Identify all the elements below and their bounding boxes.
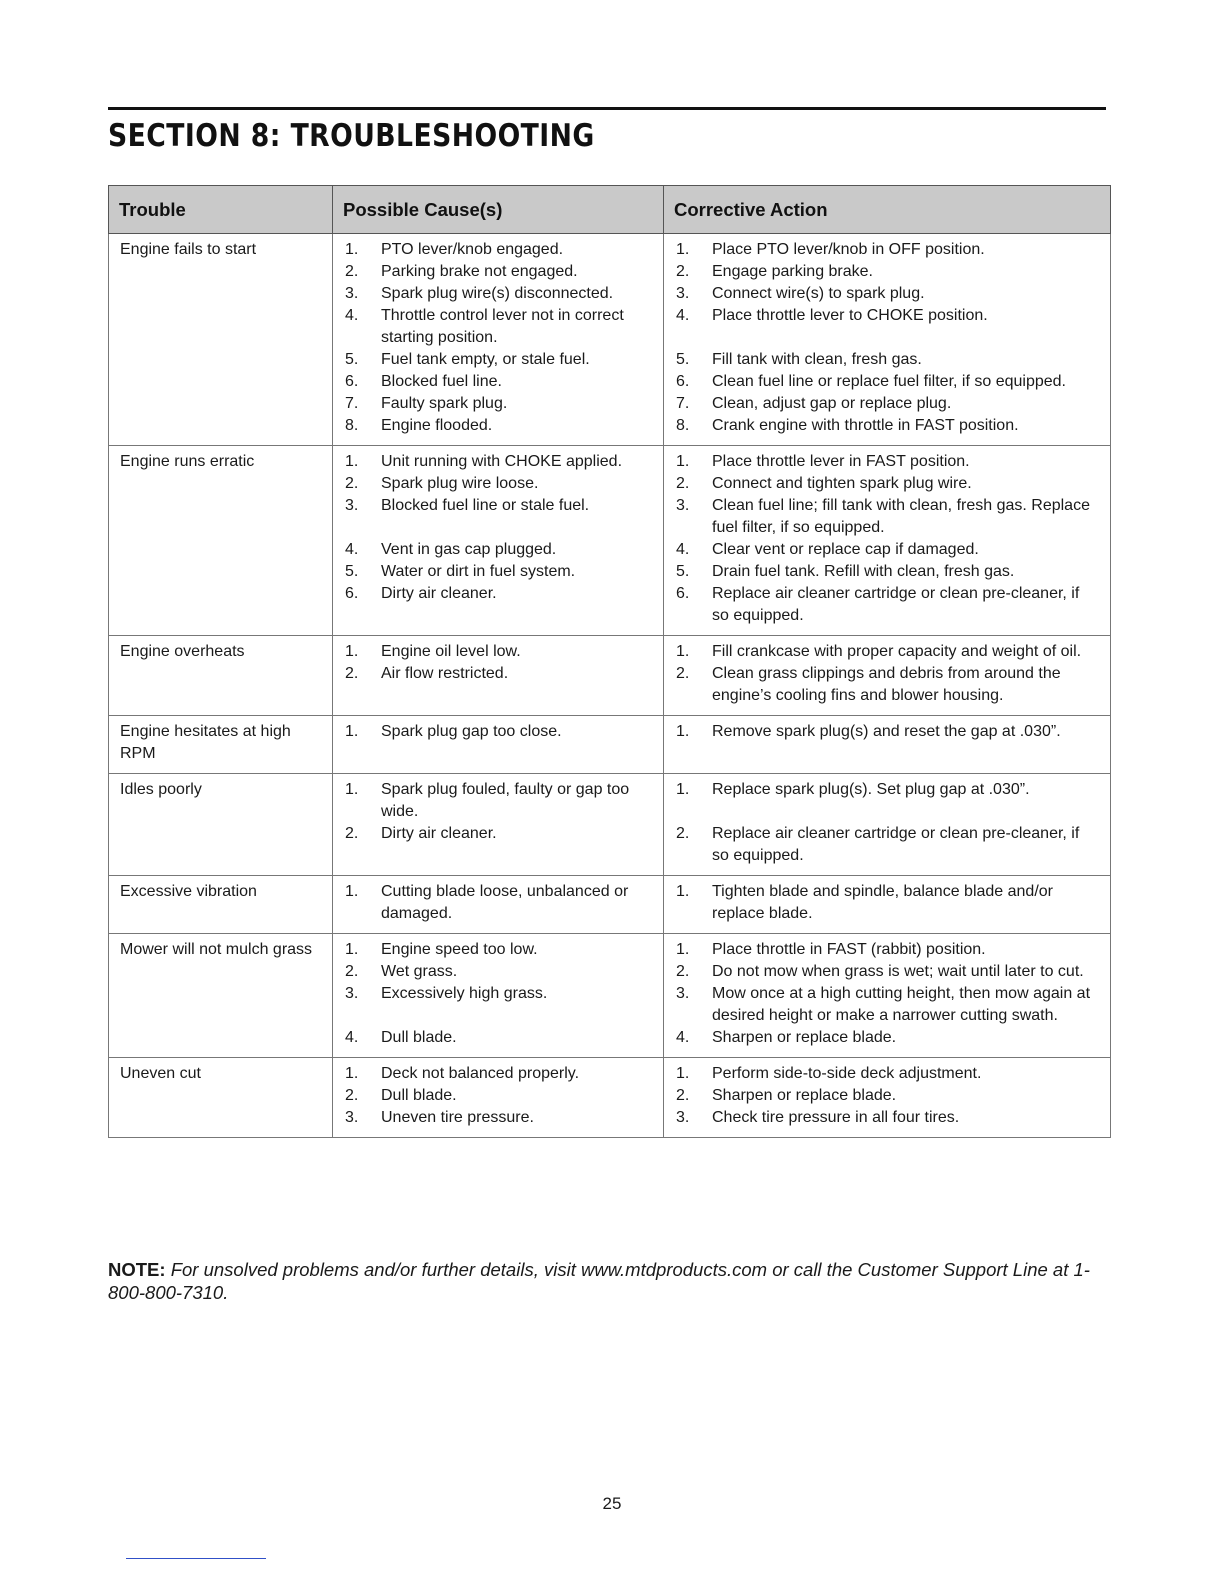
footer-rule: [126, 1558, 266, 1559]
action-number: 3.: [676, 497, 690, 514]
actions-cell: [664, 234, 1111, 446]
trouble-cell: Excessive vibration: [109, 876, 333, 934]
action-text: Clean, adjust gap or replace plug.: [712, 395, 952, 412]
cause-text: Unit running with CHOKE applied.: [381, 453, 623, 470]
action-text: Clear vent or replace cap if damaged.: [712, 541, 979, 558]
cause-number: 2.: [345, 475, 359, 492]
action-item: [674, 371, 1100, 393]
table-row: [109, 716, 1111, 774]
action-text: Connect wire(s) to spark plug.: [712, 285, 925, 302]
action-number: 2.: [676, 475, 690, 492]
action-number: 1.: [676, 241, 690, 258]
cause-item: [343, 539, 653, 561]
cause-number: 2.: [345, 1087, 359, 1104]
cause-text: Engine oil level low.: [381, 643, 521, 660]
table-row: [109, 234, 1111, 446]
cause-item: [343, 721, 653, 743]
cause-item: [343, 641, 653, 663]
action-text: Check tire pressure in all four tires.: [712, 1109, 960, 1126]
trouble-cell: Uneven cut: [109, 1058, 333, 1138]
action-item: [674, 539, 1100, 561]
cause-text: Dull blade.: [381, 1087, 457, 1104]
trouble-cell: Engine overheats: [109, 636, 333, 716]
action-text: Fill crankcase with proper capacity and weight of oil.: [712, 643, 1082, 660]
header-corrective-action: Corrective Action: [664, 186, 1111, 234]
cause-number: 4.: [345, 541, 359, 558]
cause-number: 3.: [345, 985, 359, 1002]
cause-text: Blocked fuel line.: [381, 373, 502, 390]
trouble-cell: Engine fails to start: [109, 234, 333, 446]
cause-number: 1.: [345, 883, 359, 900]
action-number: 2.: [676, 963, 690, 980]
cause-item: [343, 349, 653, 371]
cause-number: 1.: [345, 453, 359, 470]
cause-text: Engine speed too low.: [381, 941, 538, 958]
action-item: [674, 663, 1100, 707]
action-text: Replace air cleaner cartridge or clean pre-cleaner, if so equipped.: [712, 825, 1080, 864]
note-label: NOTE:: [108, 1259, 166, 1280]
table-row: [109, 876, 1111, 934]
cause-number: 3.: [345, 497, 359, 514]
action-number: 1.: [676, 723, 690, 740]
actions-cell: [664, 716, 1111, 774]
causes-cell: [333, 876, 664, 934]
action-number: 5.: [676, 351, 690, 368]
cause-text: Engine flooded.: [381, 417, 493, 434]
cause-text: Vent in gas cap plugged.: [381, 541, 557, 558]
action-text: Place throttle in FAST (rabbit) position.: [712, 941, 986, 958]
action-text: Place PTO lever/knob in OFF position.: [712, 241, 985, 258]
cause-item: [343, 1063, 653, 1085]
action-text: Crank engine with throttle in FAST position.: [712, 417, 1019, 434]
cause-text: Fuel tank empty, or stale fuel.: [381, 351, 590, 368]
action-text: Place throttle lever in FAST position.: [712, 453, 970, 470]
action-text: Place throttle lever to CHOKE position.: [712, 307, 988, 324]
actions-cell: [664, 1058, 1111, 1138]
cause-item: [343, 239, 653, 261]
support-note: [108, 1258, 1108, 1304]
trouble-cell: Engine hesitates at high RPM: [109, 716, 333, 774]
action-text: Fill tank with clean, fresh gas.: [712, 351, 922, 368]
action-number: 3.: [676, 285, 690, 302]
trouble-cell: Engine runs erratic: [109, 446, 333, 636]
cause-item: [343, 881, 653, 925]
action-text: Clean grass clippings and debris from around the engine’s cooling fins and blower housing.: [712, 665, 1061, 704]
cause-text: Air flow restricted.: [381, 665, 509, 682]
causes-cell: [333, 636, 664, 716]
cause-text: Cutting blade loose, unbalanced or damaged.: [381, 883, 629, 922]
cause-number: 1.: [345, 941, 359, 958]
action-text: Engage parking brake.: [712, 263, 873, 280]
action-text: Connect and tighten spark plug wire.: [712, 475, 972, 492]
action-item: [674, 881, 1100, 925]
cause-number: 2.: [345, 263, 359, 280]
cause-text: Spark plug fouled, faulty or gap too wide.: [381, 781, 630, 820]
cause-text: Water or dirt in fuel system.: [381, 563, 576, 580]
cause-number: 7.: [345, 395, 359, 412]
cause-number: 5.: [345, 563, 359, 580]
top-rule: [108, 107, 1106, 110]
causes-cell: [333, 446, 664, 636]
cause-item: [343, 371, 653, 393]
cause-text: Parking brake not engaged.: [381, 263, 578, 280]
cause-number: 2.: [345, 963, 359, 980]
cause-number: 3.: [345, 1109, 359, 1126]
cause-item: [343, 939, 653, 961]
trouble-cell: Idles poorly: [109, 774, 333, 876]
cause-text: Excessively high grass.: [381, 985, 548, 1002]
cause-text: Dirty air cleaner.: [381, 825, 497, 842]
cause-text: Spark plug gap too close.: [381, 723, 562, 740]
action-number: 4.: [676, 1029, 690, 1046]
actions-cell: [664, 446, 1111, 636]
action-item: [674, 473, 1100, 495]
cause-number: 3.: [345, 285, 359, 302]
cause-number: 1.: [345, 723, 359, 740]
cause-text: Spark plug wire(s) disconnected.: [381, 285, 614, 302]
action-number: 4.: [676, 541, 690, 558]
cause-number: 1.: [345, 643, 359, 660]
action-number: 5.: [676, 563, 690, 580]
action-item: [674, 561, 1100, 583]
action-text: Sharpen or replace blade.: [712, 1029, 897, 1046]
cause-item: [343, 393, 653, 415]
cause-item: [343, 283, 653, 305]
action-item: [674, 393, 1100, 415]
action-text: Clean fuel line; fill tank with clean, fresh gas. Replace fuel filter, if so equipped.: [712, 497, 1090, 536]
cause-number: 4.: [345, 1029, 359, 1046]
actions-cell: [664, 774, 1111, 876]
action-number: 2.: [676, 1087, 690, 1104]
table-row: [109, 636, 1111, 716]
action-text: Mow once at a high cutting height, then mow again at desired height or make a narrower cutting swath.: [712, 985, 1091, 1024]
cause-text: Dirty air cleaner.: [381, 585, 497, 602]
cause-number: 4.: [345, 307, 359, 324]
header-trouble: Trouble: [109, 186, 333, 234]
action-item: [674, 823, 1100, 867]
action-item: [674, 1107, 1100, 1129]
actions-cell: [664, 636, 1111, 716]
action-number: 1.: [676, 781, 690, 798]
action-item: [674, 1027, 1100, 1049]
action-number: 2.: [676, 263, 690, 280]
cause-text: Blocked fuel line or stale fuel.: [381, 497, 590, 514]
action-item: [674, 983, 1100, 1027]
cause-text: Throttle control lever not in correct starting position.: [381, 307, 624, 346]
action-number: 1.: [676, 1065, 690, 1082]
cause-text: Deck not balanced properly.: [381, 1065, 580, 1082]
cause-item: [343, 1085, 653, 1107]
action-text: Sharpen or replace blade.: [712, 1087, 897, 1104]
cause-text: Spark plug wire loose.: [381, 475, 539, 492]
action-number: 2.: [676, 665, 690, 682]
cause-number: 8.: [345, 417, 359, 434]
note-text: For unsolved problems and/or further details, visit www.mtdproducts.com or call the Customer Support Line at 1-800-800-7310.: [108, 1259, 1090, 1303]
cause-text: Wet grass.: [381, 963, 458, 980]
cause-number: 6.: [345, 585, 359, 602]
causes-cell: [333, 774, 664, 876]
action-item: [674, 451, 1100, 473]
action-number: 7.: [676, 395, 690, 412]
cause-number: 6.: [345, 373, 359, 390]
action-item: [674, 721, 1100, 743]
action-item: [674, 415, 1100, 437]
table-header-row: [109, 186, 1111, 234]
table-row: [109, 774, 1111, 876]
cause-number: 1.: [345, 781, 359, 798]
page-number: 25: [602, 1494, 622, 1513]
action-text: Drain fuel tank. Refill with clean, fresh gas.: [712, 563, 1015, 580]
table-row: [109, 446, 1111, 636]
action-number: 3.: [676, 1109, 690, 1126]
action-text: Perform side-to-side deck adjustment.: [712, 1065, 982, 1082]
trouble-cell: Mower will not mulch grass: [109, 934, 333, 1058]
cause-item: [343, 1107, 653, 1129]
action-number: 1.: [676, 883, 690, 900]
cause-item: [343, 983, 653, 1027]
cause-item: [343, 451, 653, 473]
action-number: 8.: [676, 417, 690, 434]
action-item: [674, 939, 1100, 961]
action-item: [674, 641, 1100, 663]
action-number: 6.: [676, 373, 690, 390]
action-item: [674, 283, 1100, 305]
action-number: 6.: [676, 585, 690, 602]
cause-item: [343, 779, 653, 823]
action-text: Clean fuel line or replace fuel filter, if so equipped.: [712, 373, 1066, 390]
cause-item: [343, 495, 653, 539]
cause-number: 5.: [345, 351, 359, 368]
cause-number: 2.: [345, 825, 359, 842]
action-number: 1.: [676, 941, 690, 958]
action-item: [674, 261, 1100, 283]
action-number: 3.: [676, 985, 690, 1002]
table-row: [109, 934, 1111, 1058]
cause-item: [343, 961, 653, 983]
action-item: [674, 305, 1100, 349]
cause-item: [343, 823, 653, 867]
causes-cell: [333, 716, 664, 774]
cause-text: Uneven tire pressure.: [381, 1109, 534, 1126]
cause-number: 1.: [345, 1065, 359, 1082]
cause-number: 2.: [345, 665, 359, 682]
cause-text: Faulty spark plug.: [381, 395, 508, 412]
action-item: [674, 349, 1100, 371]
cause-item: [343, 1027, 653, 1049]
cause-item: [343, 305, 653, 349]
action-number: 1.: [676, 453, 690, 470]
causes-cell: [333, 934, 664, 1058]
cause-item: [343, 583, 653, 627]
table-row: [109, 1058, 1111, 1138]
page-title: SECTION 8: TROUBLESHOOTING: [108, 118, 595, 154]
action-item: [674, 1085, 1100, 1107]
action-number: 2.: [676, 825, 690, 842]
cause-text: PTO lever/knob engaged.: [381, 241, 564, 258]
cause-item: [343, 415, 653, 437]
action-text: Replace spark plug(s). Set plug gap at .030”.: [712, 781, 1030, 798]
cause-item: [343, 663, 653, 707]
action-item: [674, 583, 1100, 627]
action-number: 1.: [676, 643, 690, 660]
action-item: [674, 1063, 1100, 1085]
action-item: [674, 495, 1100, 539]
action-item: [674, 961, 1100, 983]
actions-cell: [664, 934, 1111, 1058]
cause-item: [343, 473, 653, 495]
actions-cell: [664, 876, 1111, 934]
action-item: [674, 779, 1100, 823]
cause-item: [343, 261, 653, 283]
action-text: Remove spark plug(s) and reset the gap at .030”.: [712, 723, 1061, 740]
action-text: Do not mow when grass is wet; wait until later to cut.: [712, 963, 1084, 980]
troubleshooting-table: [108, 185, 1111, 1138]
action-text: Replace air cleaner cartridge or clean pre-cleaner, if so equipped.: [712, 585, 1080, 624]
action-item: [674, 239, 1100, 261]
header-possible-causes: Possible Cause(s): [333, 186, 664, 234]
action-text: Tighten blade and spindle, balance blade and/or replace blade.: [712, 883, 1053, 922]
cause-item: [343, 561, 653, 583]
cause-text: Dull blade.: [381, 1029, 457, 1046]
cause-number: 1.: [345, 241, 359, 258]
action-number: 4.: [676, 307, 690, 324]
causes-cell: [333, 1058, 664, 1138]
causes-cell: [333, 234, 664, 446]
